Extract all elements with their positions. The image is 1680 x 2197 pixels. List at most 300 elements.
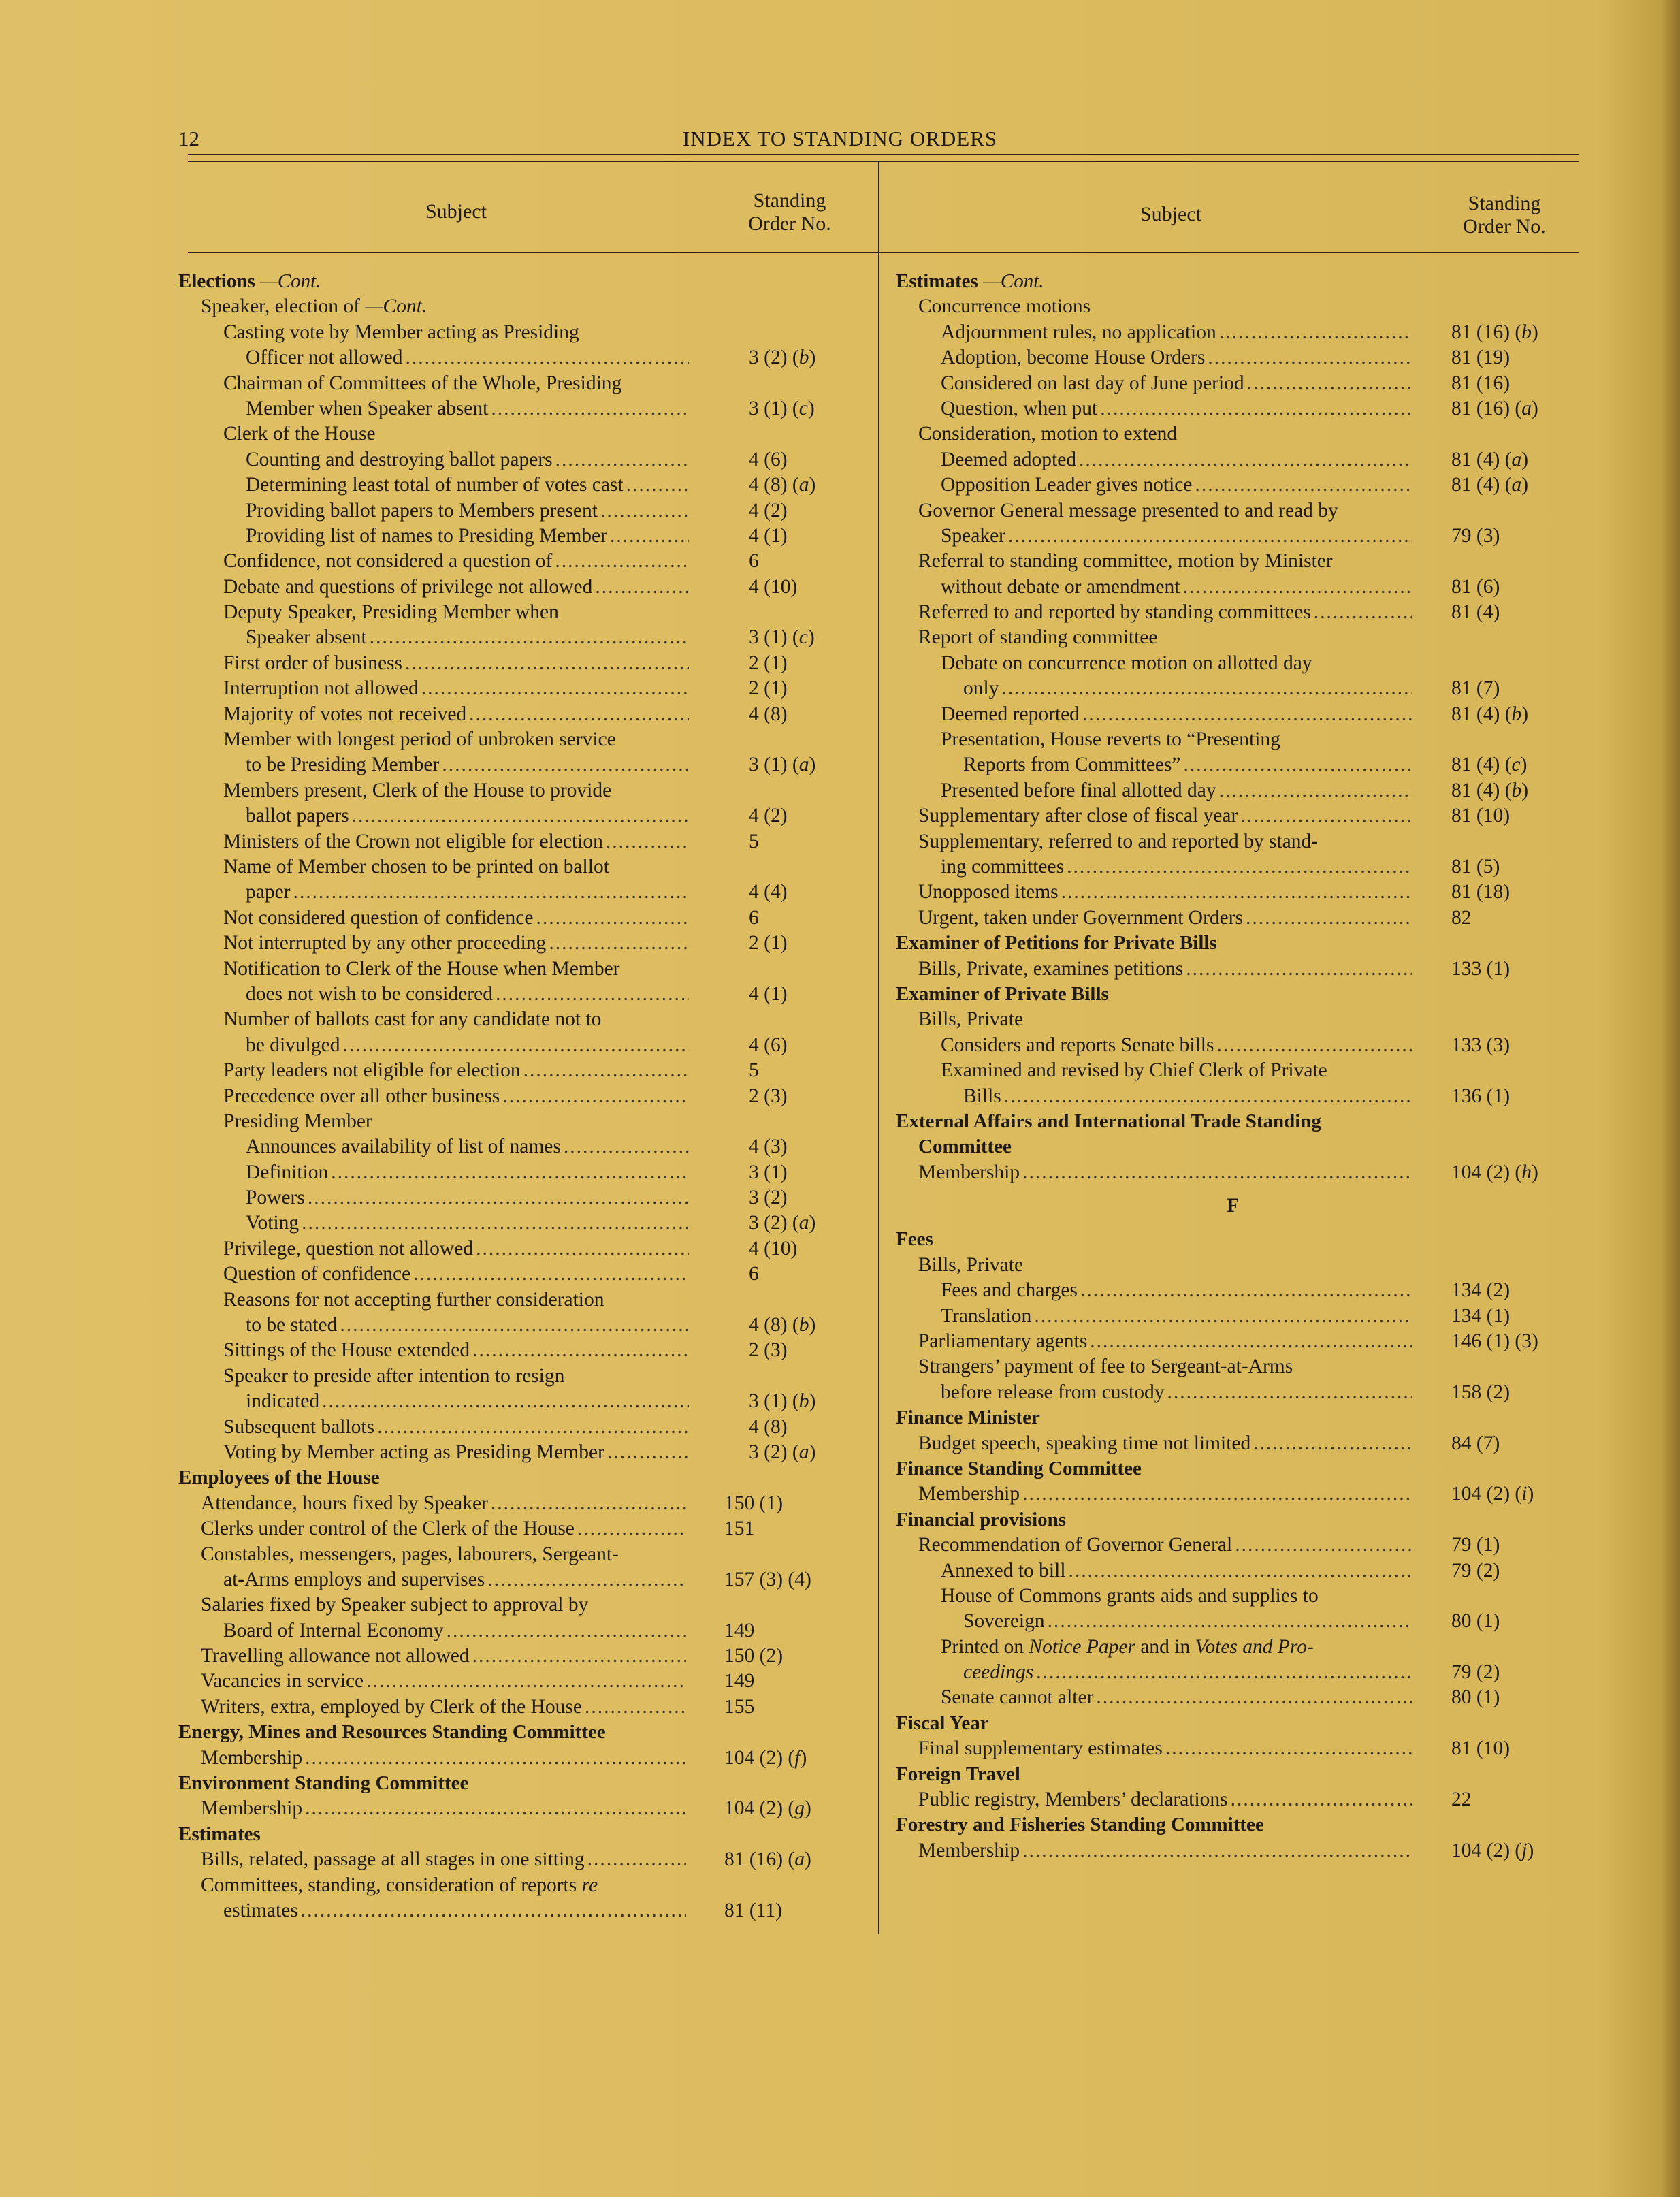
entry-text: [223, 1567, 485, 1592]
entry-label: to be stated: [246, 1314, 338, 1336]
dot-leader: [587, 1847, 686, 1872]
entry-label: Member when Speaker absent: [246, 397, 489, 419]
index-entry: [896, 1058, 1570, 1083]
index-entry: [178, 676, 859, 701]
dot-leader: [1235, 1533, 1412, 1558]
entry-label: and in: [1140, 1635, 1191, 1658]
entry-label: Salaries fixed by Speaker subject to approval by: [201, 1594, 589, 1616]
dot-leader: [322, 1389, 689, 1414]
entry-text: [246, 1185, 305, 1210]
index-entry: [896, 1660, 1570, 1685]
entry-label: Environment Standing Committee: [178, 1772, 469, 1795]
entry-text: [178, 270, 321, 292]
entry-label: Bills, related, passage at all stages in one sitting: [201, 1848, 585, 1871]
index-entry: [178, 1058, 859, 1083]
index-entry: [178, 1389, 859, 1414]
entry-text: [896, 270, 1044, 292]
entry-label: Clerks under control of the Clerk of the House: [201, 1518, 575, 1540]
entry-label: Providing ballot papers to Members present: [246, 499, 598, 522]
entry-label: Membership: [201, 1746, 303, 1769]
entry-label: Voting: [246, 1212, 300, 1234]
dot-leader: [308, 1185, 689, 1210]
entry-label: does not wish to be considered: [246, 982, 493, 1005]
entry-label: Concurrence motions: [918, 295, 1091, 318]
dot-leader: [421, 676, 689, 701]
standing-order-number: 2 (3): [749, 1085, 788, 1107]
index-entry: [896, 1558, 1570, 1584]
entry-label: Notification to Clerk of the House when Member: [223, 957, 620, 980]
entry-text: [896, 1458, 1142, 1479]
index-entry: [896, 1838, 1570, 1863]
entry-text: [223, 728, 616, 750]
entry-text: [201, 1847, 585, 1872]
entry-text: [246, 982, 493, 1007]
dot-leader: [1080, 1278, 1412, 1303]
entry-label: Supplementary, referred to and reported by stand-: [918, 830, 1319, 852]
entry-text: [223, 651, 402, 676]
dot-leader: [405, 651, 689, 676]
entry-text: [918, 1329, 1087, 1354]
index-entry: [178, 957, 859, 982]
entry-text: [246, 1033, 340, 1058]
entry-text: [963, 1084, 1001, 1109]
entry-text: [941, 1278, 1078, 1303]
entry-label: Privilege, question not allowed: [223, 1237, 474, 1260]
entry-text: [246, 472, 624, 498]
entry-text: [201, 1516, 575, 1541]
entry-label: Ministers of the Crown not eligible for election: [223, 830, 603, 852]
entry-text: [223, 601, 559, 623]
entry-label: Recommendation of Governor General: [918, 1534, 1233, 1556]
index-entry: [896, 1787, 1570, 1812]
dot-leader: [1036, 1660, 1412, 1685]
dot-leader: [555, 447, 689, 472]
entry-label: Final supplementary estimates: [918, 1737, 1163, 1760]
entry-text: [223, 1262, 410, 1287]
standing-order-number: 134 (1): [1451, 1304, 1511, 1327]
entry-label: Not interrupted by any other proceeding: [223, 932, 547, 955]
dot-leader: [352, 803, 689, 829]
entry-text: [918, 1481, 1020, 1507]
dot-leader: [1022, 1160, 1412, 1185]
index-entry: [178, 294, 859, 319]
entry-text: [201, 1543, 619, 1565]
index-entry: [896, 727, 1570, 752]
dot-leader: [1240, 803, 1412, 829]
entry-text: [941, 524, 1005, 549]
standing-order-number: 2 (1): [749, 652, 788, 674]
entry-label: Definition: [246, 1161, 329, 1183]
entry-label: Public registry, Members’ declarations: [918, 1789, 1228, 1811]
index-entry: [896, 447, 1570, 472]
standing-order-number: 81 (4) (a): [1451, 474, 1529, 496]
index-entry: [896, 1380, 1570, 1405]
entry-label: Presentation, House reverts to “Presenting: [941, 728, 1280, 751]
entry-text: [223, 829, 603, 854]
entry-text: [941, 472, 1192, 498]
entry-label: Vacancies in service: [201, 1670, 364, 1693]
standing-order-number: 81 (16) (b): [1451, 321, 1538, 343]
index-entry: [896, 1219, 1570, 1227]
index-heading: [896, 1711, 1570, 1736]
dot-leader: [302, 1210, 689, 1236]
index-entry: [896, 1685, 1570, 1710]
standing-order-number: 81 (18): [1451, 881, 1511, 903]
dot-leader: [1048, 1609, 1412, 1634]
standing-order-number: 4 (8) (b): [749, 1314, 816, 1336]
index-entry: [178, 1185, 859, 1210]
dot-leader: [1004, 1084, 1412, 1109]
standing-order-number: 6: [749, 550, 759, 573]
entry-label: Member with longest period of unbroken service: [223, 728, 616, 751]
index-entry: [178, 1007, 859, 1032]
entry-text: [918, 803, 1238, 829]
entry-label: Confidence, not considered a question of: [223, 550, 553, 573]
standing-order-number: 4 (4): [749, 881, 788, 903]
entry-label: Speaker absent: [246, 626, 367, 649]
index-heading: [178, 1465, 859, 1490]
index-entry: [896, 803, 1570, 829]
entry-label: Examiner of Private Bills: [896, 982, 1109, 1005]
entry-text: [963, 676, 999, 701]
entry-text: [223, 321, 579, 343]
index-entry: [178, 1516, 859, 1541]
entry-label: Travelling allowance not allowed: [201, 1645, 470, 1667]
entry-text: [941, 778, 1216, 803]
index-entry: [896, 625, 1570, 650]
entry-text: [941, 396, 1097, 421]
header-rule: [188, 161, 1579, 162]
entry-label: Printed on: [941, 1635, 1024, 1658]
standing-order-number: 80 (1): [1451, 1610, 1500, 1633]
standing-order-number: 4 (8) (a): [749, 474, 816, 496]
index-entry: [178, 625, 859, 650]
standing-order-number: 4 (10): [749, 575, 798, 598]
entry-label: only: [963, 677, 999, 700]
italic-word: re: [581, 1874, 598, 1896]
entry-text: [246, 1389, 319, 1414]
entry-text: [918, 1254, 1023, 1276]
entry-label: Finance Minister: [896, 1407, 1040, 1429]
index-heading: [896, 982, 1570, 1007]
standing-order-number: 158 (2): [1451, 1381, 1511, 1403]
standing-order-number: 133 (1): [1451, 957, 1511, 980]
entry-label: Adjournment rules, no application: [941, 321, 1216, 343]
entry-text: [1227, 1195, 1239, 1217]
entry-label: paper: [246, 881, 291, 903]
index-heading: [896, 1812, 1570, 1838]
entry-label: Supplementary after close of fiscal year: [918, 805, 1238, 827]
index-entry: [178, 1669, 859, 1694]
entry-text: [223, 372, 621, 394]
dot-leader: [1079, 447, 1412, 472]
index-entry: [178, 1236, 859, 1262]
entry-label: Translation: [941, 1304, 1032, 1327]
entry-text: [223, 1058, 521, 1083]
entry-label: Board of Internal Economy: [223, 1619, 444, 1641]
standing-order-number: 3 (2) (b): [749, 347, 816, 369]
dot-leader: [370, 625, 689, 650]
dot-leader: [1247, 371, 1412, 396]
index-entry: [896, 651, 1570, 676]
index-entry: [178, 1567, 859, 1592]
index-entry: [178, 1873, 859, 1898]
entry-label: Referred to and reported by standing committees: [918, 601, 1311, 624]
index-entry: [178, 778, 859, 803]
entry-text: [896, 1509, 1066, 1530]
index-entry: [178, 320, 859, 345]
index-entry: [178, 1109, 859, 1134]
entry-text: [918, 600, 1311, 625]
entry-text: [223, 1084, 500, 1109]
dot-leader: [1208, 345, 1412, 370]
index-entry: [896, 524, 1570, 549]
left-subject-heading: Subject: [425, 200, 487, 223]
entry-label: Deemed reported: [941, 703, 1080, 725]
index-entry: [896, 905, 1570, 931]
standing-order-number: 4 (8): [749, 1415, 788, 1438]
dot-leader: [1022, 1481, 1412, 1507]
entry-label: External Affairs and International Trade Standing: [896, 1110, 1321, 1132]
index-entry: [896, 829, 1570, 854]
standing-order-number: 81 (4) (b): [1451, 779, 1529, 801]
entry-label: Considers and reports Senate bills: [941, 1033, 1214, 1056]
entry-label: indicated: [246, 1390, 320, 1413]
index-entry: [178, 600, 859, 625]
index-entry: [178, 905, 859, 931]
dot-leader: [523, 1058, 689, 1083]
index-entry: [178, 1287, 859, 1313]
entry-label: Deputy Speaker, Presiding Member when: [223, 601, 559, 624]
standing-order-number: 150 (1): [724, 1492, 784, 1514]
index-entry: [178, 1746, 859, 1771]
entry-label: ceedings: [963, 1661, 1034, 1684]
dot-leader: [555, 549, 689, 574]
standing-order-number: 104 (2) (g): [724, 1797, 811, 1820]
standing-order-number: 81 (4): [1451, 601, 1500, 624]
standing-order-number: 3 (2): [749, 1187, 788, 1209]
dot-leader: [305, 1796, 686, 1821]
entry-text: [918, 1838, 1020, 1863]
entry-text: [246, 880, 291, 905]
entry-label: Subsequent ballots: [223, 1415, 375, 1438]
standing-order-number: 104 (2) (j): [1451, 1839, 1534, 1861]
entry-label: Forestry and Fisheries Standing Committee: [896, 1814, 1264, 1836]
standing-order-number: 3 (1): [749, 1161, 788, 1183]
index-entry: [178, 1134, 859, 1159]
entry-text: [223, 1365, 564, 1387]
dot-leader: [405, 345, 689, 370]
entry-label: Precedence over all other business: [223, 1085, 500, 1107]
dot-leader: [1231, 1787, 1412, 1812]
entry-text: [941, 1033, 1214, 1058]
index-entry: [178, 498, 859, 524]
entry-label: Presented before final allotted day: [941, 779, 1216, 801]
standing-order-number: 5: [749, 1059, 759, 1082]
entry-text: [178, 1772, 468, 1794]
dot-leader: [1022, 1838, 1412, 1863]
standing-order-number: 82: [1451, 906, 1472, 929]
standing-order-number: 81 (19): [1451, 347, 1511, 369]
index-entry: [896, 1007, 1570, 1032]
index-heading: [896, 1456, 1570, 1481]
entry-text: [223, 931, 546, 956]
dot-leader: [1167, 1380, 1412, 1405]
index-entry: [896, 320, 1570, 345]
entry-label: Governor General message presented to and read by: [918, 499, 1338, 522]
standing-order-number: 4 (10): [749, 1237, 798, 1260]
entry-label: First order of business: [223, 652, 403, 674]
index-entry: [178, 575, 859, 600]
index-entry: [178, 1160, 859, 1185]
entry-text: [941, 1304, 1031, 1329]
dot-leader: [1165, 1736, 1412, 1761]
entry-label: Bills: [963, 1085, 1001, 1107]
entry-label: Deemed adopted: [941, 448, 1077, 470]
index-entry: [178, 524, 859, 549]
dot-leader: [1253, 1431, 1412, 1456]
standing-order-number: 4 (1): [749, 982, 788, 1005]
entry-text: [941, 1059, 1327, 1081]
left-order-heading: Standing Order No.: [748, 189, 831, 235]
entry-label: Fees and charges: [941, 1279, 1078, 1302]
index-entry: [896, 1635, 1570, 1660]
entry-text: [896, 1814, 1264, 1835]
entry-text: [246, 447, 553, 472]
standing-order-number: 81 (7): [1451, 677, 1500, 700]
entry-text: [918, 500, 1338, 522]
entry-text: [201, 1746, 302, 1771]
dot-leader: [1314, 600, 1412, 625]
index-entry: [178, 1618, 859, 1643]
index-heading: [178, 1771, 859, 1796]
index-entry: [896, 1278, 1570, 1303]
dot-leader: [1100, 396, 1412, 421]
page-binding-edge: [1661, 0, 1680, 2197]
index-entry: [178, 727, 859, 752]
entry-text: [223, 1415, 374, 1440]
standing-order-number: 4 (1): [749, 524, 788, 547]
dot-leader: [366, 1669, 686, 1694]
index-entry: [896, 294, 1570, 319]
standing-order-number: 79 (2): [1451, 1559, 1500, 1582]
index-heading: [896, 1507, 1570, 1533]
index-entry: [178, 1592, 859, 1618]
entry-label: Officer not allowed: [246, 347, 403, 369]
entry-text: [918, 1356, 1293, 1377]
index-entry: [178, 421, 859, 447]
standing-order-number: 134 (2): [1451, 1279, 1511, 1302]
entry-label: Name of Member chosen to be printed on ballot: [223, 855, 609, 878]
dot-leader: [595, 575, 689, 600]
entry-text: [918, 1136, 1012, 1157]
standing-order-number: 104 (2) (f): [724, 1746, 807, 1769]
index-entry: [896, 1253, 1570, 1278]
standing-order-number: 81 (4) (a): [1451, 448, 1529, 470]
entry-text: [963, 752, 1181, 777]
standing-order-number: 81 (6): [1451, 575, 1500, 598]
index-entry: [896, 1431, 1570, 1456]
colhead-rule: [188, 252, 1579, 253]
entry-label: Interruption not allowed: [223, 677, 419, 700]
standing-order-number: 2 (1): [749, 932, 788, 955]
entry-text: [223, 1236, 473, 1262]
entry-label: Question of confidence: [223, 1263, 411, 1285]
standing-order-number: 155: [724, 1695, 755, 1718]
entry-label: Chairman of Committees of the Whole, Presiding: [223, 372, 622, 394]
index-entry: [896, 575, 1570, 600]
dot-leader: [1001, 676, 1412, 701]
entry-label: Casting vote by Member acting as Presiding: [223, 321, 579, 343]
entry-text: [918, 550, 1333, 572]
entry-text: [201, 1695, 582, 1720]
entry-text: [201, 1796, 302, 1821]
index-entry: [896, 1185, 1570, 1193]
entry-text: [223, 575, 592, 600]
index-entry: [896, 1304, 1570, 1329]
standing-order-number: 81 (16) (a): [1451, 397, 1538, 419]
standing-order-number: 81 (11): [724, 1899, 782, 1921]
index-heading: [896, 1134, 1570, 1159]
dot-leader: [447, 1618, 686, 1643]
entry-label: House of Commons grants aids and supplies to: [941, 1584, 1319, 1607]
entry-label: Clerk of the House: [223, 423, 376, 445]
index-entry: [896, 600, 1570, 625]
standing-order-number: 22: [1451, 1789, 1472, 1811]
entry-text: [246, 625, 367, 650]
entry-text: [246, 1160, 328, 1185]
dot-leader: [536, 905, 689, 931]
dot-leader: [502, 1084, 689, 1109]
entry-label: Considered on last day of June period: [941, 372, 1244, 394]
entry-text: [246, 752, 439, 777]
entry-label: Providing list of names to Presiding Member: [246, 524, 607, 547]
top-rule: [188, 154, 1579, 155]
index-entry: [896, 421, 1570, 447]
entry-text: [223, 780, 611, 801]
entry-text: [201, 1669, 364, 1694]
entry-label: Opposition Leader gives notice: [941, 474, 1193, 496]
entry-text: [223, 1110, 372, 1132]
dot-leader: [496, 982, 689, 1007]
entry-label: Parliamentary agents: [918, 1330, 1088, 1353]
entry-label: Counting and destroying ballot papers: [246, 448, 553, 470]
index-entry: [896, 1084, 1570, 1109]
standing-order-number: 146 (1) (3): [1451, 1330, 1538, 1353]
index-entry: [896, 1160, 1570, 1185]
entry-text: [941, 728, 1280, 750]
entry-label: Foreign Travel: [896, 1763, 1020, 1785]
standing-order-number: 150 (2): [724, 1645, 784, 1667]
entry-text: [918, 1787, 1228, 1812]
index-entry: [178, 1364, 859, 1389]
index-entry: [178, 1796, 859, 1821]
dot-leader: [600, 498, 689, 524]
index-entry: [178, 549, 859, 574]
index-entry: [178, 1695, 859, 1720]
standing-order-number: 104 (2) (h): [1451, 1161, 1538, 1183]
index-entry: [178, 371, 859, 396]
entry-text: [918, 1160, 1020, 1185]
index-entry: [178, 345, 859, 370]
entry-label: Consideration, motion to extend: [918, 423, 1178, 445]
entry-text: [896, 983, 1109, 1005]
entry-text: [941, 447, 1076, 472]
standing-order-number: 4 (3): [749, 1136, 788, 1158]
dot-leader: [442, 752, 689, 777]
entry-label: be divulged: [246, 1033, 340, 1056]
dot-leader: [607, 1440, 689, 1465]
